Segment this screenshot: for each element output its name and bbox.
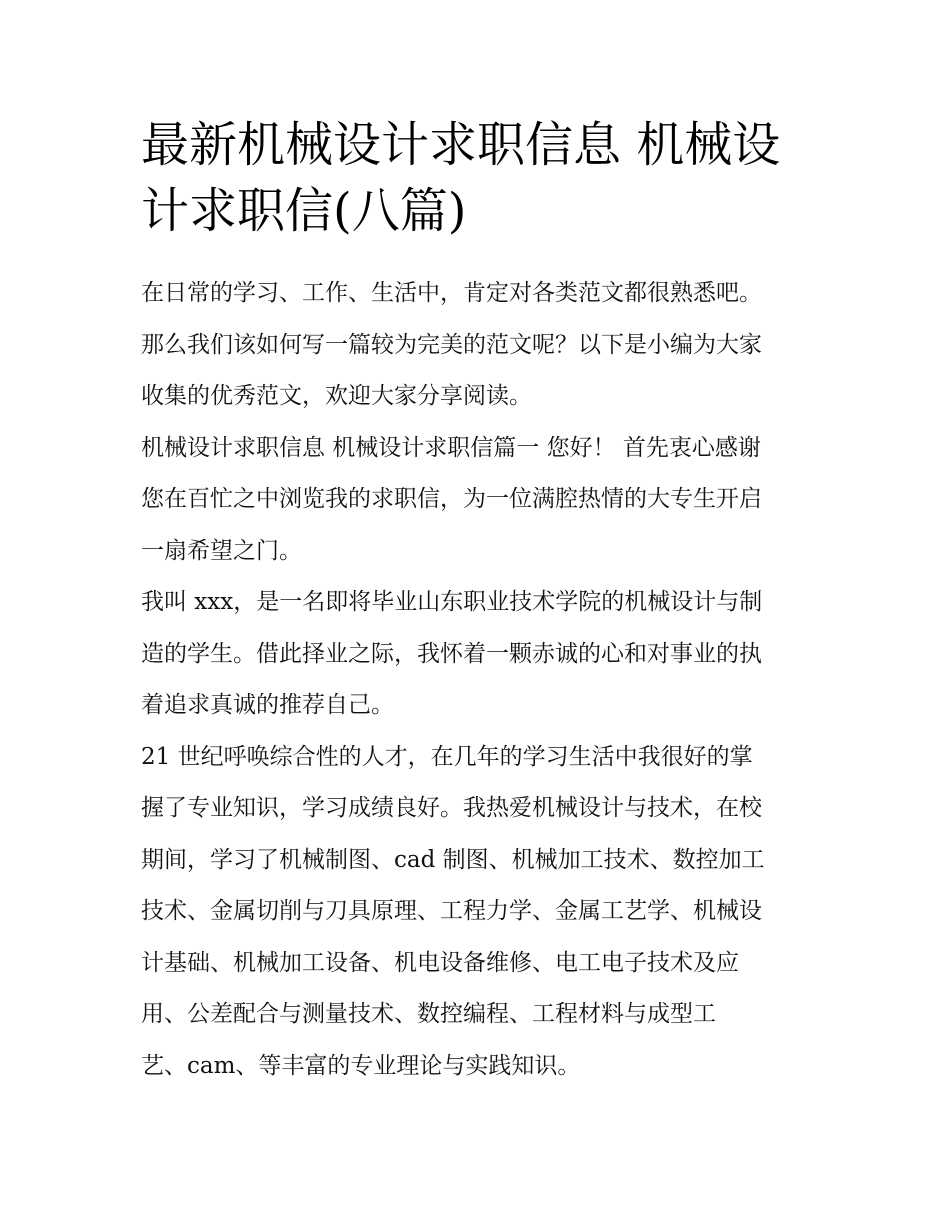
text-line: 您在百忙之中浏览我的求职信，为一位满腔热情的大专生开启 xyxy=(141,486,762,512)
text-line: 21 世纪呼唤综合性的人才，在几年的学习生活中我很好的掌 xyxy=(141,743,753,770)
document-content xyxy=(141,112,816,1092)
title-line: 最新机械设计求职信息 机械设 xyxy=(141,117,781,173)
document-title xyxy=(141,112,816,244)
skills-paragraph xyxy=(141,732,816,1093)
text-line: 我叫 xxx，是一名即将毕业山东职业技术学院的机械设计与制 xyxy=(141,589,763,615)
text-line: 一扇希望之门。 xyxy=(141,537,302,564)
document-body xyxy=(141,268,816,1092)
text-line: 着追求真诚的推荐自己。 xyxy=(141,692,394,718)
text-line: 握了专业知识，学习成绩良好。我热爱机械设计与技术，在校 xyxy=(141,795,762,821)
text-line: 那么我们该如何写一篇较为完美的范文呢？以下是小编为大家 xyxy=(141,331,762,358)
self-introduction-paragraph xyxy=(141,577,816,732)
text-line: 技术、金属切削与刀具原理、工程力学、金属工艺学、机械设 xyxy=(141,898,762,924)
intro-paragraph xyxy=(141,268,816,423)
text-line: 计基础、机械加工设备、机电设备维修、电工电子技术及应 xyxy=(141,949,739,976)
greeting-paragraph xyxy=(141,423,816,578)
text-line: 收集的优秀范文，欢迎大家分享阅读。 xyxy=(141,383,532,409)
text-line: 用、公差配合与测量技术、数控编程、工程材料与成型工 xyxy=(141,1001,716,1027)
text-line: 艺、cam、等丰富的专业理论与实践知识。 xyxy=(141,1052,581,1079)
text-line: 造的学生。借此择业之际，我怀着一颗赤诚的心和对事业的执 xyxy=(141,640,762,667)
text-line: 机械设计求职信息 机械设计求职信篇一 您好！ 首先衷心感谢 xyxy=(141,434,761,461)
title-line: 计求职信(八篇) xyxy=(141,183,467,239)
text-line: 在日常的学习、工作、生活中，肯定对各类范文都很熟悉吧。 xyxy=(141,280,762,306)
text-line: 期间，学习了机械制图、cad 制图、机械加工技术、数控加工 xyxy=(141,846,765,873)
